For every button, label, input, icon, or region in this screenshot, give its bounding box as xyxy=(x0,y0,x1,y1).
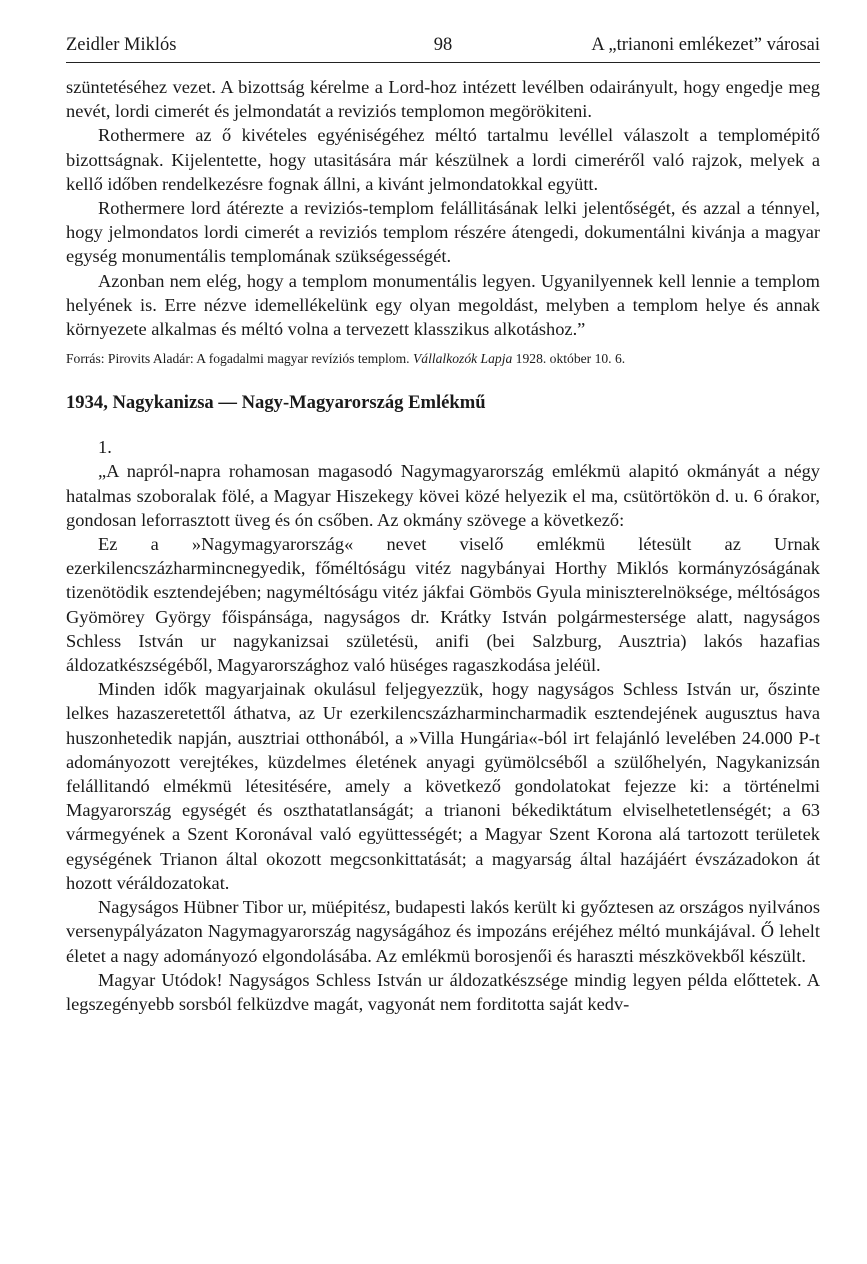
paragraph: Ez a »Nagymagyarország« nevet viselő emlékmü létesült az Urnak ezerkilencszázharmincnegyedik, főméltóságu vitéz nagybányai Horthy Miklós kormányzóságának tizenötödik esztendejében; nagyméltóságu vitéz jákfai Gömbös Gyula miniszterelnöksége, méltóságos Gyömörey György főispánsága, nagyságos dr. Krátky István polgármestersége alatt, nagyságos Schless István ur nagykanizsai születésü, anifi (bei Salzburg, Ausztria) lakós hazafias áldozatkészségéből, Magyarországhoz való hüséges ragaszkodása jeléül. xyxy=(66,534,820,676)
paragraph: Azonban nem elég, hogy a templom monumentális legyen. Ugyanilyennek kell lennie a templom helyének is. Erre nézve idemellékelünk egy olyan megoldást, melyben a templom helye és annak környezete alkalmas és méltó volna a tervezett klasszikus alkotáshoz.” xyxy=(66,270,820,340)
header-author: Zeidler Miklós xyxy=(66,35,177,55)
page xyxy=(66,28,820,1016)
source-suffix: 1928. október 10. 6. xyxy=(512,351,626,367)
source-journal: Vállalkozók Lapja xyxy=(412,351,513,367)
section-number: 1. xyxy=(98,437,112,458)
paragraph: Rothermere az ő kivételes egyéniségéhez méltó tartalmu levéllel válaszolt a templomépitő bizottságnak. Kijelentette, hogy utasitására már készülnek a lordi cimeréről való rajzok, melyek a kellő időben rendelkezésre fognak állni, a kivánt jelmondatokkal együtt. xyxy=(66,125,820,194)
paragraph: Magyar Utódok! Nagyságos Schless István ur áldozatkészsége mindig legyen példa előttetek. A legszegényebb sorsból felküzdve magát, vagyonát nem forditotta saját kedv- xyxy=(66,969,820,1014)
source-citation xyxy=(66,350,820,368)
paragraph: Minden idők magyarjainak okulásul feljegyezzük, hogy nagyságos Schless István ur, őszinte lelkes hazaszeretettől áthatva, az Ur ezerkilencszázharmincharmadik esztendejének augusztus hava huszonhetedik napján, ausztriai otthonából, a »Villa Hungária«-ból irt felajánló levelében 24.000 P-t adományozott verejtékes, küzdelmes életének anyagi gyümölcséből a szülőhelyén, Nagykanizsán felállitandó elmékmü létesitésére, amely a következő gondolatokat fejezze ki: a történelmi Magyarország egységét és oszthatatlanságát; a trianoni békediktátum elviselhetetlenségét; a 63 vármegyének a Szent Koronával való együttességét; a Magyar Szent Korona alá tartozott területek egységének Trianon által okozott megcsonkittatását; a magyarság által hazájáért évszázadokon át hozott véráldozatokat. xyxy=(66,679,820,893)
paragraph: Rothermere lord átérezte a reviziós-templom felállitásának lelki jelentőségét, és azzal a ténnyel, hogy jelmondatos lordi cimerét a reviziós templom részére átengedi, dokumentálni kivánja a magyar egység monumentális templomának szükségességét. xyxy=(66,198,820,267)
paragraph-continuation: szüntetéséhez vezet. A bizottság kérelme a Lord-hoz intézett levélben odairányult, hogy engedje meg nevét, lordi cimerét és jelmondatát a reviziós templomon megörökiteni. xyxy=(66,77,820,122)
page-number: 98 xyxy=(433,35,453,55)
source-prefix: Forrás: Pirovits Aladár: A fogadalmi magyar revíziós templom. xyxy=(66,351,413,367)
body-text xyxy=(66,75,820,1016)
header-title: A „trianoni emlékezet” városai xyxy=(591,35,820,55)
paragraph: „A napról-napra rohamosan magasodó Nagymagyarország emlékmü alapitó okmányát a négy hatalmas szoboralak fölé, a Magyar Hiszekegy kövei közé helyezik el ma, csütörtökön d. u. 6 órakor, gondosan leforrasztott üveg és ón csőben. Az okmány szövege a következő: xyxy=(66,461,820,530)
section-heading: 1934, Nagykanizsa — Nagy-Magyarország Emlékmű xyxy=(66,392,486,414)
running-head xyxy=(66,28,820,62)
header-rule xyxy=(66,62,820,63)
paragraph: Nagyságos Hübner Tibor ur, müépitész, budapesti lakós került ki győztesen az országos nyilvános versenypályázaton Nagymagyarország nagyságához és impozáns eréjéhez méltó munkájával. Ő lehelt életet a nagy adományozó elgondolásába. Az emlékmü borosjenői és haraszti mészkövekből készült. xyxy=(66,897,820,966)
